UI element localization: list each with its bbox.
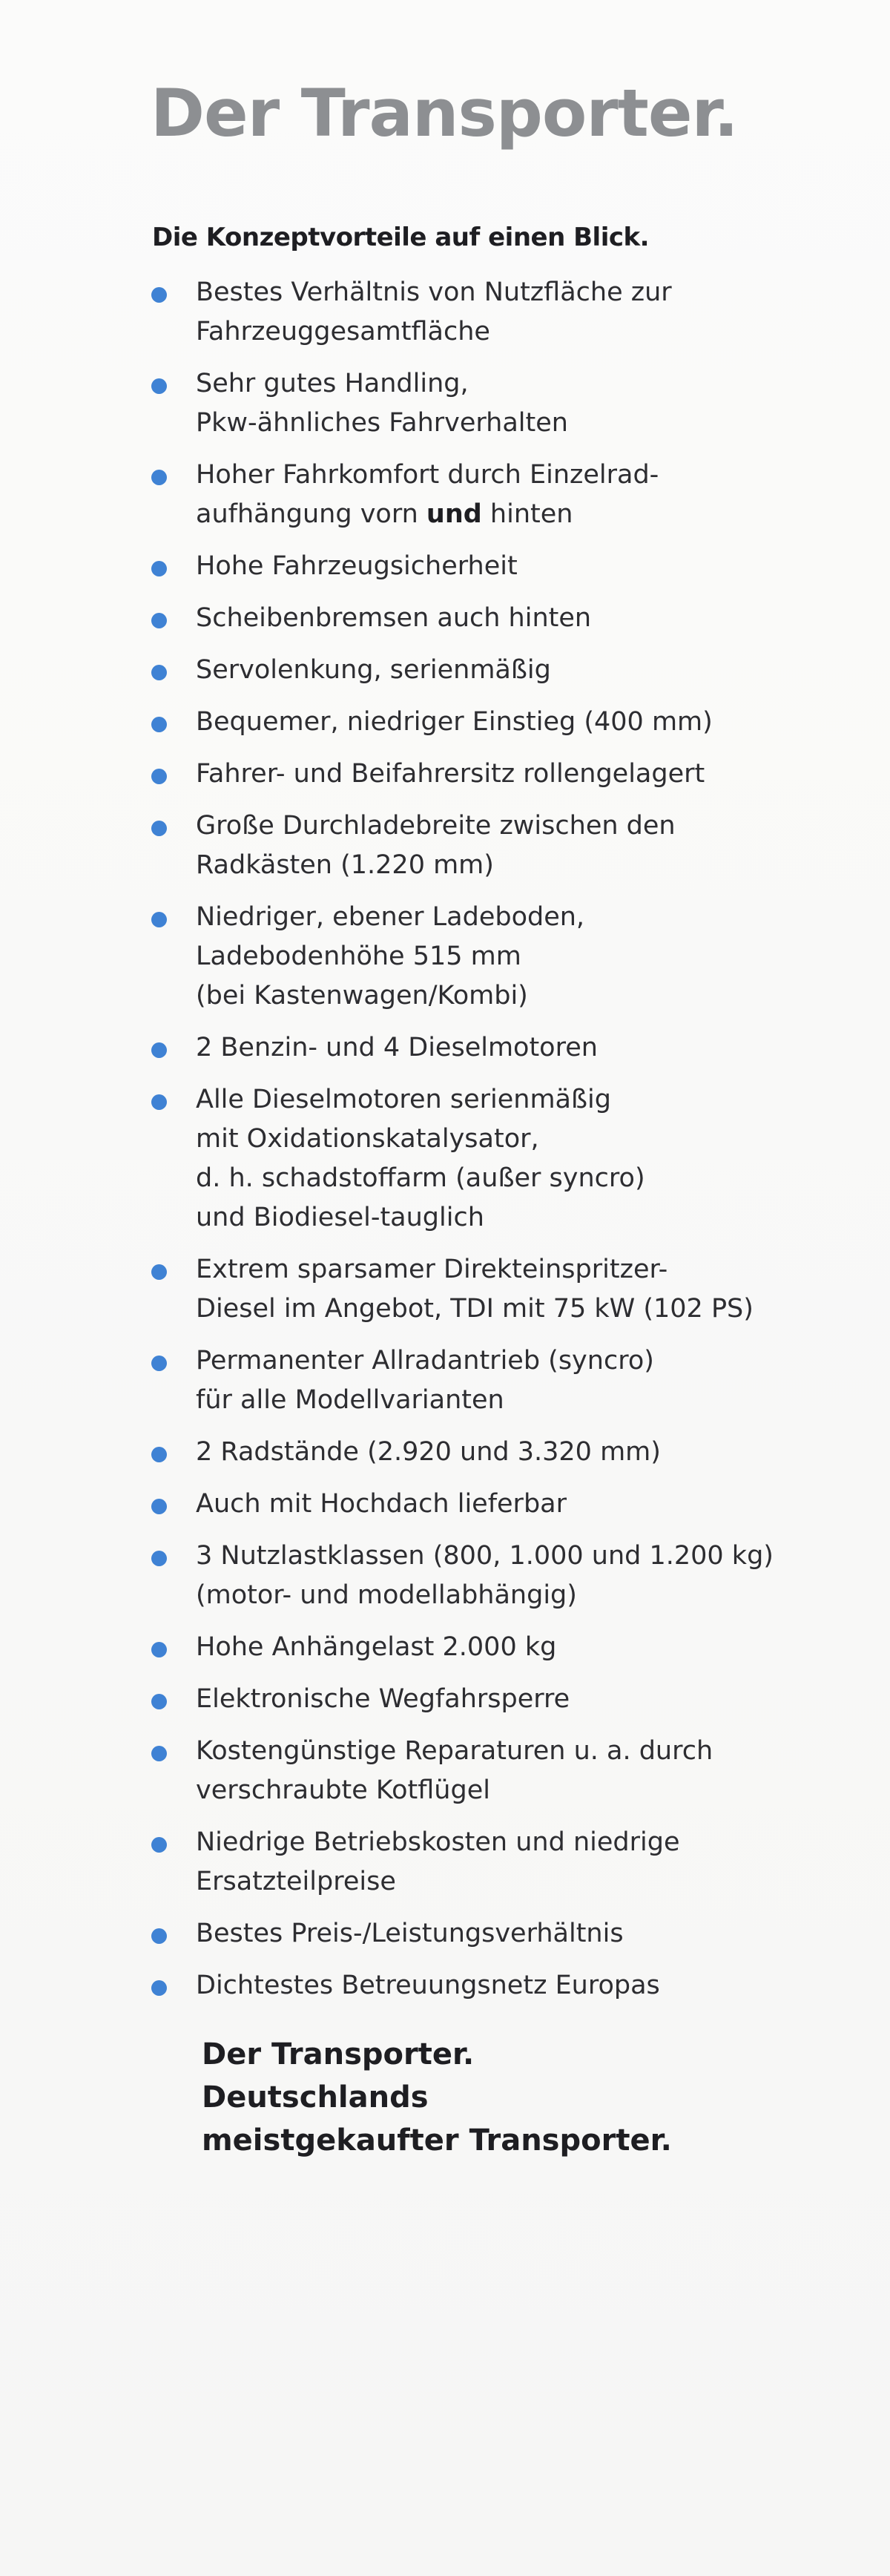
list-item <box>148 599 831 638</box>
list-item-line: 3 Nutzlastklassen (800, 1.000 und 1.200 kg) <box>196 1541 774 1571</box>
bullet-dot-icon <box>151 769 167 784</box>
list-item-line: Bestes Preis-/Leistungsverhältnis <box>196 1919 624 1948</box>
list-item-line: Hoher Fahrkomfort durch Einzelrad- <box>196 460 659 490</box>
list-item-line: Niedrige Betriebskosten und niedrige <box>196 1827 680 1857</box>
bullet-dot-icon <box>151 821 167 836</box>
bullet-dot-icon <box>151 717 167 732</box>
bullet-dot-icon <box>151 1264 167 1280</box>
bullet-dot-icon <box>151 1356 167 1371</box>
list-item-line <box>196 495 831 534</box>
advantages-list <box>148 273 831 2018</box>
bullet-dot-icon <box>151 912 167 927</box>
bullet-dot-icon <box>151 1551 167 1566</box>
list-item <box>148 1433 831 1472</box>
list-item-line: Elektronische Wegfahrsperre <box>196 1684 570 1714</box>
bullet-dot-icon <box>151 1642 167 1657</box>
closing-line-2: Deutschlands <box>202 2080 429 2115</box>
bullet-dot-icon <box>151 378 167 394</box>
bullet-dot-icon <box>151 1746 167 1761</box>
list-item <box>148 364 831 443</box>
list-item <box>148 1680 831 1719</box>
list-item <box>148 1028 831 1068</box>
list-item <box>148 1341 831 1420</box>
list-item-line: Alle Dieselmotoren serienmäßig <box>196 1085 611 1114</box>
list-item-line: Extrem sparsamer Direkteinspritzer- <box>196 1255 668 1284</box>
list-item <box>148 651 831 690</box>
list-item <box>148 898 831 1016</box>
list-item <box>148 456 831 534</box>
bullet-dot-icon <box>151 1042 167 1058</box>
list-item-line: d. h. schadstoffarm (außer syncro) <box>196 1163 645 1193</box>
list-item <box>148 1537 831 1615</box>
list-item-line: Servolenkung, serienmäßig <box>196 655 551 685</box>
closing-line-1: Der Transporter. <box>202 2037 475 2071</box>
list-item-line: Radkästen (1.220 mm) <box>196 850 494 880</box>
list-item <box>148 1080 831 1238</box>
closing-slogan <box>202 2033 672 2162</box>
list-item-line: Diesel im Angebot, TDI mit 75 kW (102 PS) <box>196 1294 754 1324</box>
bullet-dot-icon <box>151 1094 167 1110</box>
bullet-dot-icon <box>151 470 167 485</box>
closing-line-3: meistgekaufter Transporter. <box>202 2123 672 2158</box>
list-item-emphasis: und <box>426 499 482 529</box>
bullet-dot-icon <box>151 287 167 303</box>
list-item <box>148 1732 831 1810</box>
list-item-line: Kostengünstige Reparaturen u. a. durch <box>196 1736 713 1766</box>
list-item <box>148 547 831 586</box>
list-item-line: Bestes Verhältnis von Nutzfläche zur <box>196 277 672 307</box>
list-item-line: Niedriger, ebener Ladeboden, <box>196 902 585 932</box>
list-item-line: mit Oxidationskatalysator, <box>196 1124 539 1154</box>
list-item-text: hinten <box>481 499 573 529</box>
list-item <box>148 703 831 742</box>
page-title: Der Transporter. <box>151 75 738 151</box>
list-item <box>148 1485 831 1524</box>
bullet-dot-icon <box>151 1694 167 1709</box>
bullet-dot-icon <box>151 1980 167 1996</box>
list-item <box>148 755 831 794</box>
list-item <box>148 273 831 352</box>
list-item <box>148 806 831 885</box>
list-item-line: Ersatzteilpreise <box>196 1867 396 1896</box>
list-item-text: aufhängung vorn <box>196 499 426 529</box>
bullet-dot-icon <box>151 1447 167 1462</box>
list-item-line: Hohe Anhängelast 2.000 kg <box>196 1632 557 1662</box>
list-item <box>148 1966 831 2005</box>
list-item-line: (motor- und modellabhängig) <box>196 1580 577 1610</box>
list-item <box>148 1250 831 1329</box>
list-item-line: Große Durchladebreite zwischen den <box>196 811 676 841</box>
list-item-line: Pkw-ähnliches Fahrverhalten <box>196 408 568 438</box>
bullet-dot-icon <box>151 1499 167 1514</box>
list-item-line: verschraubte Kotflügel <box>196 1775 490 1805</box>
list-item <box>148 1823 831 1902</box>
list-item-line: 2 Radstände (2.920 und 3.320 mm) <box>196 1437 661 1467</box>
bullet-dot-icon <box>151 1837 167 1853</box>
list-item-line: Hohe Fahrzeugsicherheit <box>196 551 518 581</box>
list-item-line: (bei Kastenwagen/Kombi) <box>196 981 528 1011</box>
bullet-dot-icon <box>151 1928 167 1944</box>
bullet-dot-icon <box>151 561 167 576</box>
list-item-line: Bequemer, niedriger Einstieg (400 mm) <box>196 707 713 737</box>
list-item-line: Fahrzeuggesamtfläche <box>196 317 490 346</box>
list-item-line: für alle Modellvarianten <box>196 1385 504 1415</box>
bullet-dot-icon <box>151 613 167 628</box>
list-item-line: Fahrer- und Beifahrersitz rollengelagert <box>196 759 705 789</box>
list-item-line: Ladebodenhöhe 515 mm <box>196 942 521 971</box>
section-subtitle: Die Konzeptvorteile auf einen Blick. <box>152 223 650 252</box>
list-item-line: Sehr gutes Handling, <box>196 369 469 398</box>
list-item-line: Permanenter Allradantrieb (syncro) <box>196 1346 654 1376</box>
list-item-line: 2 Benzin- und 4 Dieselmotoren <box>196 1033 598 1062</box>
list-item-line: Dichtestes Betreuungsnetz Europas <box>196 1971 660 2000</box>
list-item-line: und Biodiesel-tauglich <box>196 1203 484 1232</box>
list-item <box>148 1914 831 1954</box>
list-item-line: Auch mit Hochdach lieferbar <box>196 1489 567 1519</box>
list-item-line: Scheibenbremsen auch hinten <box>196 603 592 633</box>
list-item <box>148 1628 831 1667</box>
bullet-dot-icon <box>151 665 167 680</box>
